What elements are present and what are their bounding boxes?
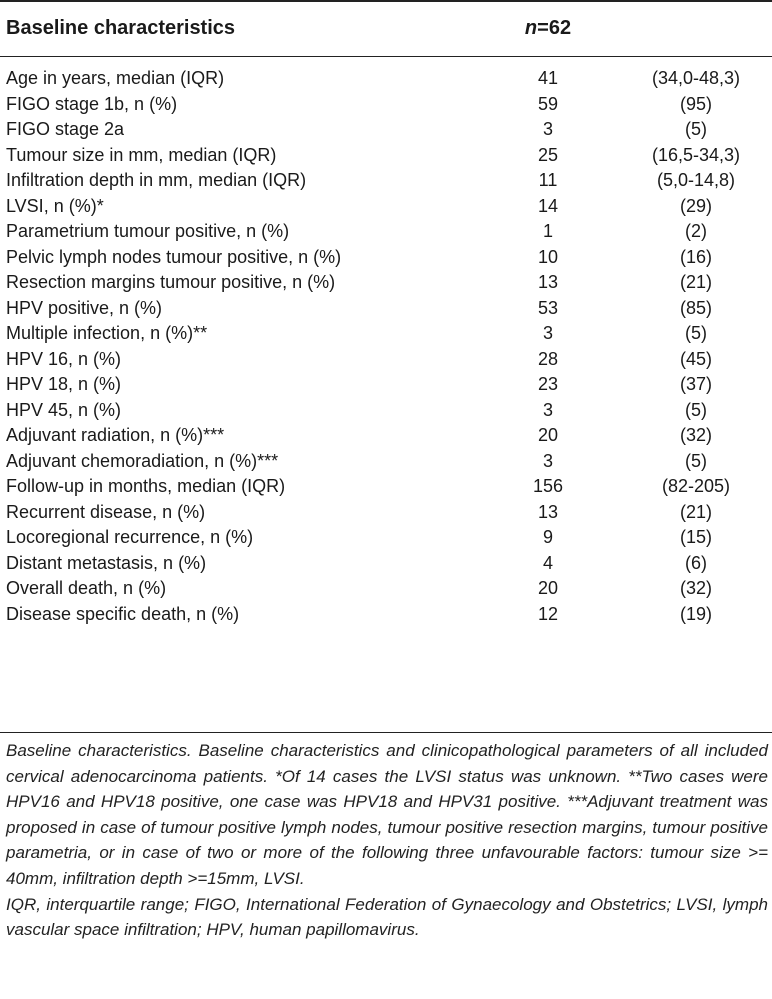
- header-n: [468, 17, 628, 40]
- row-label: Tumour size in mm, median (IQR): [6, 144, 277, 165]
- row-value: 4: [542, 552, 553, 573]
- table-row: [0, 66, 772, 92]
- row-range: (85): [679, 297, 712, 318]
- row-label: HPV 16, n (%): [6, 348, 122, 369]
- table-row: [0, 194, 772, 220]
- row-range: (82-205): [661, 476, 731, 496]
- table-row: [0, 551, 772, 577]
- row-label: Multiple infection, n (%)**: [6, 323, 208, 343]
- table-row: [0, 347, 772, 373]
- table-row: [0, 398, 772, 424]
- row-label: Infiltration depth in mm, median (IQR): [6, 170, 307, 190]
- row-label: Parametrium tumour positive, n (%): [6, 221, 290, 241]
- row-range: (16): [679, 246, 712, 267]
- row-range: (2): [685, 221, 707, 241]
- row-range: (37): [679, 374, 712, 394]
- row-range: (21): [679, 501, 712, 522]
- header-rule: [0, 56, 772, 57]
- row-value: 11: [538, 170, 558, 190]
- header-n-count: =62: [537, 17, 572, 39]
- row-value: 3: [542, 450, 553, 471]
- footnote-abbreviations: IQR, interquartile range; FIGO, International Federation of Gynaecology and Obstetrics; LVSI, lymph vascular space infiltration; HPV, human papillomavirus.: [6, 894, 768, 940]
- table-row: [0, 270, 772, 296]
- table-row: [0, 143, 772, 169]
- row-range: (15): [679, 527, 712, 547]
- table-row: [0, 449, 772, 475]
- row-value: 23: [537, 374, 559, 394]
- table-row: [0, 500, 772, 526]
- header-label: Baseline characteristics: [6, 17, 236, 39]
- row-value: 3: [542, 323, 553, 343]
- row-label: Resection margins tumour positive, n (%): [6, 272, 336, 292]
- row-label: LVSI, n (%)*: [6, 195, 104, 216]
- row-range: (5): [685, 450, 707, 471]
- bottom-rule: [0, 732, 772, 733]
- table-row: [0, 117, 772, 143]
- row-value: 12: [537, 603, 559, 624]
- row-label: Adjuvant radiation, n (%)***: [6, 425, 225, 445]
- row-value: 41: [537, 68, 559, 88]
- row-range: (45): [679, 348, 712, 369]
- row-label: FIGO stage 1b, n (%): [6, 93, 178, 114]
- row-value: 59: [537, 93, 559, 114]
- row-value: 13: [537, 272, 559, 292]
- row-label: Distant metastasis, n (%): [6, 552, 207, 573]
- table-row: [0, 219, 772, 245]
- row-range: (32): [679, 578, 712, 598]
- row-value: 13: [537, 501, 559, 522]
- row-label: Disease specific death, n (%): [6, 603, 240, 624]
- row-range: (19): [679, 603, 712, 624]
- row-range: (5): [685, 323, 707, 343]
- row-value: 3: [542, 119, 553, 139]
- table-row: [0, 245, 772, 271]
- row-range: (29): [679, 195, 712, 216]
- table-header-row: [0, 2, 772, 55]
- table-row: [0, 602, 772, 628]
- row-label: HPV positive, n (%): [6, 297, 163, 318]
- table-row: [0, 321, 772, 347]
- row-value: 25: [537, 144, 559, 165]
- table-row: [0, 474, 772, 500]
- row-range: (5): [685, 119, 707, 139]
- row-range: (6): [685, 552, 707, 573]
- row-label: Adjuvant chemoradiation, n (%)***: [6, 450, 279, 471]
- row-range: (34,0-48,3): [651, 68, 741, 88]
- row-value: 1: [542, 221, 553, 241]
- row-label: Locoregional recurrence, n (%): [6, 527, 254, 547]
- row-label: HPV 45, n (%): [6, 399, 122, 420]
- row-range: (21): [679, 272, 712, 292]
- table-footnotes: [6, 738, 768, 943]
- row-label: Pelvic lymph nodes tumour positive, n (%): [6, 246, 342, 267]
- row-label: Recurrent disease, n (%): [6, 501, 206, 522]
- table-row: [0, 372, 772, 398]
- row-label: Follow-up in months, median (IQR): [6, 476, 286, 496]
- row-label: Age in years, median (IQR): [6, 68, 225, 88]
- row-label: FIGO stage 2a: [6, 119, 125, 139]
- row-range: (95): [679, 93, 712, 114]
- row-value: 9: [542, 527, 553, 547]
- row-range: (5,0-14,8): [656, 170, 736, 190]
- table-row: [0, 296, 772, 322]
- table-row: [0, 92, 772, 118]
- header-n-symbol: n: [524, 17, 538, 39]
- row-range: (5): [685, 399, 707, 420]
- table-row: [0, 576, 772, 602]
- table-row: [0, 423, 772, 449]
- row-value: 20: [537, 425, 559, 445]
- footnote-caption: Baseline characteristics. Baseline characteristics and clinicopathological parameters of all included cervical adenocarcinoma patients. *Of 14 cases the LVSI status was unknown. **Two cases were HPV16 and HPV18 positive, one case was HPV18 and HPV31 positive. ***Adjuvant treatment was proposed in case of tumour positive lymph nodes, tumour positive resection margins, tumour positive parametria, or in case of two or more of the following three unfavourable factors: tumour size >= 40mm, infiltration depth >=15mm, LVSI.: [6, 741, 768, 888]
- row-value: 20: [537, 578, 559, 598]
- table-body: [0, 66, 772, 627]
- row-range: (16,5-34,3): [651, 144, 741, 165]
- row-value: 3: [542, 399, 553, 420]
- row-value: 156: [532, 476, 564, 496]
- row-range: (32): [679, 425, 712, 445]
- table-row: [0, 168, 772, 194]
- row-value: 10: [537, 246, 559, 267]
- table-row: [0, 525, 772, 551]
- row-value: 53: [537, 297, 559, 318]
- row-label: HPV 18, n (%): [6, 374, 122, 394]
- row-label: Overall death, n (%): [6, 578, 167, 598]
- row-value: 14: [537, 195, 559, 216]
- row-value: 28: [537, 348, 559, 369]
